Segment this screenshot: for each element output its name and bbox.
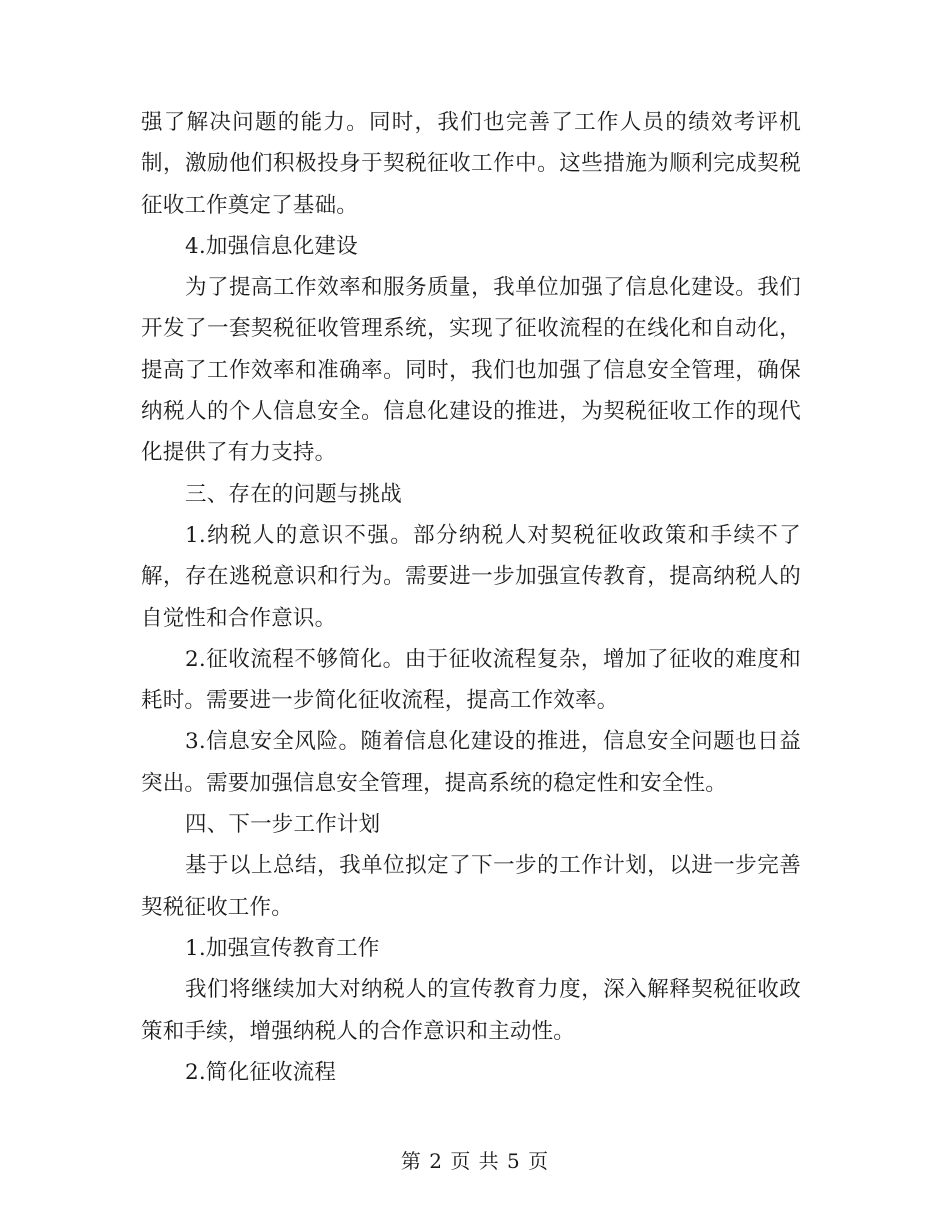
paragraph-plan-intro: 基于以上总结，我单位拟定了下一步的工作计划，以进一步完善契税征收工作。 [141, 853, 801, 920]
section-heading-next-plan: 四、下一步工作计划 [185, 812, 381, 838]
document-body [141, 102, 801, 1093]
paragraph-plan-1: 我们将继续加大对纳税人的宣传教育力度，深入解释契税征收政策和手续，增强纳税人的合作意识和主动性。 [141, 977, 801, 1044]
section-heading-informatization: 4.加强信息化建设 [185, 233, 358, 259]
problem-item-2: 2.征收流程不够简化。由于征收流程复杂，增加了征收的难度和耗时。需要进一步简化征收流程，提高工作效率。 [141, 646, 801, 714]
section-heading-problems: 三、存在的问题与挑战 [185, 481, 403, 507]
plan-heading-2: 2.简化征收流程 [185, 1059, 337, 1085]
problem-item-3: 3.信息安全风险。随着信息化建设的推进，信息安全问题也日益突出。需要加强信息安全管理，提高系统的稳定性和安全性。 [141, 729, 801, 796]
page-number-footer: 第 2 页 共 5 页 [400, 1149, 550, 1173]
paragraph-continuation: 强了解决问题的能力。同时，我们也完善了工作人员的绩效考评机制，激励他们积极投身于契税征收工作中。这些措施为顺利完成契税征收工作奠定了基础。 [141, 110, 801, 218]
paragraph-informatization: 为了提高工作效率和服务质量，我单位加强了信息化建设。我们开发了一套契税征收管理系统，实现了征收流程的在线化和自动化，提高了工作效率和准确率。同时，我们也加强了信息安全管理，确保纳税人的个人信息安全。信息化建设的推进，为契税征收工作的现代化提供了有力支持。 [141, 275, 801, 466]
problem-item-1: 1.纳税人的意识不强。部分纳税人对契税征收政策和手续不了解，存在逃税意识和行为。需要进一步加强宣传教育，提高纳税人的自觉性和合作意识。 [141, 522, 801, 631]
plan-heading-1: 1.加强宣传教育工作 [185, 935, 380, 961]
